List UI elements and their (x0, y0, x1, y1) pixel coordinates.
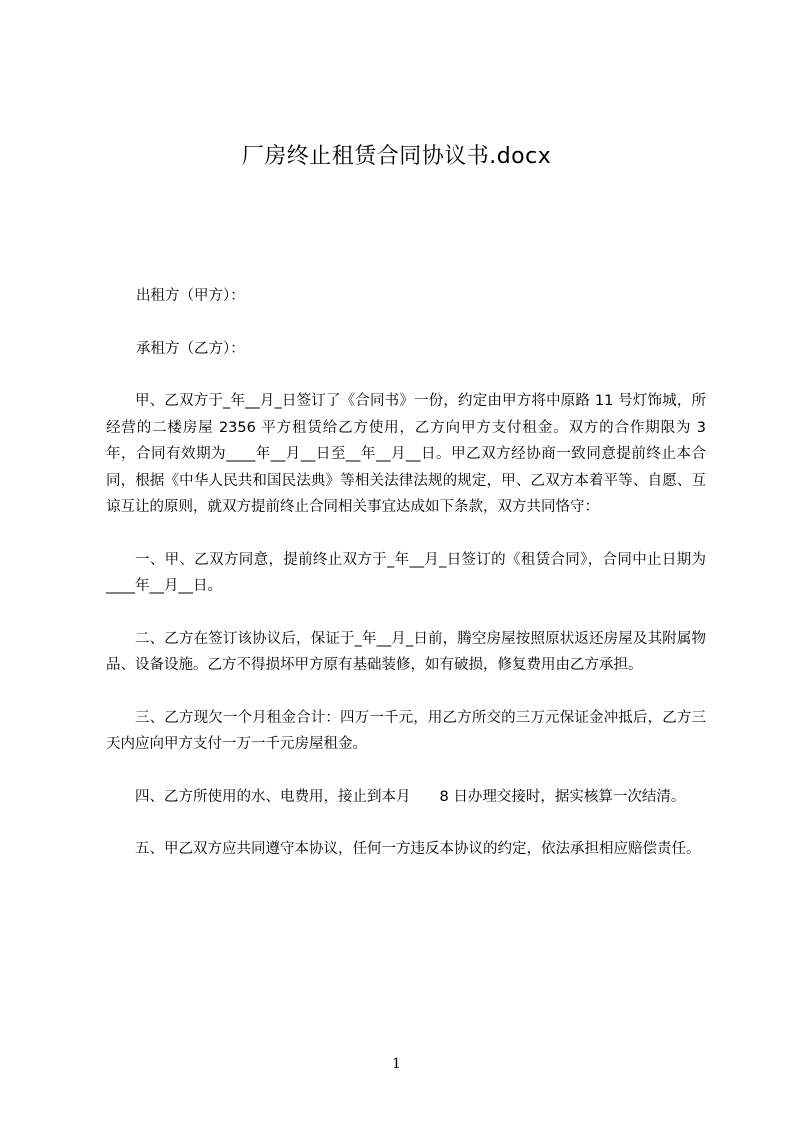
intro-paragraph: 甲、乙双方于_年__月_日签订了《合同书》一份，约定由甲方将中原路 11 号灯饰城，所经营的二楼房屋 2356 平方租赁给乙方使用，乙方向甲方支付租金。双方的合作期限为 3 年，合同有效期为____年__月__日至__年__月__日。甲乙双方经协商一致同意提前终止本合同，根据《中华人民共和国民法典》等相关法律法规的规定，甲、乙双方本着平等、自愿、互谅互让的原则，就双方提前终止合同相关事宜达成如下条款，双方共同恪守： (106, 393, 711, 515)
page-number: 1 (392, 1056, 401, 1072)
lessee-label: 承租方（乙方）： (136, 340, 245, 357)
document-body (106, 283, 711, 863)
document-title: 厂房终止租赁合同协议书.docx (241, 144, 552, 169)
clause-4: 四、乙方所使用的水、电费用，接止到本月 8 日办理交接时，据实核算一次结清。 (135, 788, 686, 805)
clause-2: 二、乙方在签订该协议后，保证于_年__月_日前，腾空房屋按照原状返还房屋及其附属物品、设备设施。乙方不得损坏甲方原有基础装修，如有破损，修复费用由乙方承担。 (106, 630, 706, 673)
clause-3: 三、乙方现欠一个月租金合计：四万一千元，用乙方所交的三万元保证金冲抵后，乙方三天内应向甲方支付一万一千元房屋租金。 (106, 709, 706, 752)
lessor-label: 出租方（甲方）： (136, 288, 245, 304)
clause-1: 一、甲、乙双方同意，提前终止双方于_年__月_日签订的《租赁合同》，合同中止日期为____年__月__日。 (106, 551, 706, 594)
clause-5: 五、甲乙双方应共同遵守本协议，任何一方违反本协议的约定，依法承担相应赔偿责任。 (135, 841, 701, 857)
